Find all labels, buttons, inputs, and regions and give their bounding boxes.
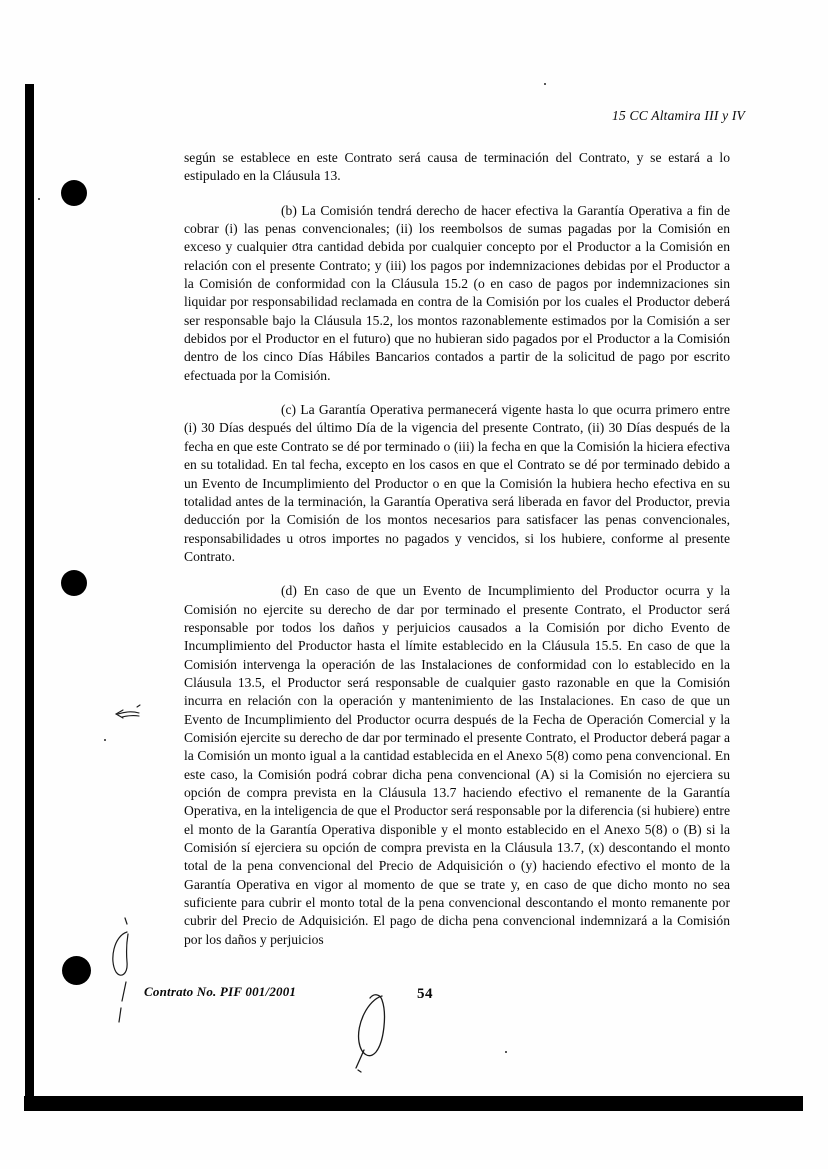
footer-contract-number: Contrato No. PIF 001/2001 bbox=[144, 984, 297, 999]
paragraph-b: (b) La Comisión tendrá derecho de hacer efectiva la Garantía Operativa a fin de cobrar (i) las penas convencionales; (ii) los reembolsos de sumas pagadas por la Comisión en exceso y cualquier otra cantidad debida por cualquier concepto por el Productor a la Comisión en relación con el presente Contrato; y (iii) los pagos por indemnizaciones debidas por el Productor a la Comisión de conformidad con la Cláusula 15.2 (o en caso de pagos por indemnizaciones sin liquidar por responsabilidad reclamada en contra de la Comisión por los cuales el Productor deberá ser responsable bajo la Cláusula 15.2, los montos razonablemente estimados por la Comisión a ser debidos por el Productor en el futuro) que no hubieran sido pagados por el Productor a la Comisión dentro de los cinco Días Hábiles Bancarios contados a partir de la solicitud de pago por escrito efectuada por la Comisión. bbox=[184, 202, 730, 383]
punch-hole-mark-bottom bbox=[62, 956, 91, 985]
page-number: 54 bbox=[417, 986, 433, 1002]
ink-speck bbox=[104, 739, 106, 741]
paragraph-d: (d) En caso de que un Evento de Incumplimiento del Productor ocurra y la Comisión no ejercite su derecho de dar por terminado el presente Contrato, el Productor será responsable por todos los daños y perjuicios causados a la Comisión por dicho Evento de Incumplimiento del Productor hasta el límite establecido en la Cláusula 15.5. En caso de que la Comisión intervenga la operación de las Instalaciones de conformidad con lo establecido en la Cláusula 13.5, el Productor será responsable de cualquier gasto razonable en que la Comisión incurra en relación con la operación y mantenimiento de las Instalaciones. En caso de que un Evento de Incumplimiento del Productor ocurra después de la Fecha de Operación Comercial y la Comisión ejercite su derecho de dar por terminado el presente Contrato, el Productor deberá pagar a la Comisión un monto igual a la cantidad establecida en el Anexo 5(8) como pena convencional. En este caso, la Comisión podrá cobrar dicha pena convencional (A) si la Comisión no ejerciera su opción de compra prevista en la Cláusula 13.7 haciendo efectivo el remanente de la Garantía Operativa, en la inteligencia de que el Productor será responsable por la diferencia (si hubiere) entre el monto de la Garantía Operativa disponible y el monto establecido en el Anexo 5(8) o (B) si la Comisión sí ejerciera su opción de compra prevista en la Cláusula 13.7, (x) descontando el monto total de la pena convencional del Precio de Adquisición o (y) haciendo efectivo el monto de la Garantía Operativa en vigor al momento de que se trate y, en caso de que dicho monto no sea suficiente para cubrir el monto total de la pena convencional descontando el monto remanente por cubrir del Precio de Adquisición. El pago de dicha pena convencional indemnizará a la Comisión por los daños y perjuicios bbox=[184, 583, 730, 947]
ink-speck bbox=[505, 1051, 507, 1053]
paragraph-continuation: según se establece en este Contrato será causa de terminación del Contrato, y se estará a lo estipulado en la Cláusula 13. bbox=[184, 150, 730, 184]
contract-body-text bbox=[184, 149, 730, 965]
ink-speck bbox=[38, 198, 40, 200]
scan-border-bottom-bar bbox=[24, 1096, 803, 1111]
paragraph-c: (c) La Garantía Operativa permanecerá vigente hasta lo que ocurra primero entre (i) 30 Días después del último Día de la vigencia del presente Contrato, (ii) 30 Días después de la fecha en que este Contrato se dé por terminado o (iii) la fecha en que la Comisión la hiciera efectiva en su totalidad. En tal fecha, excepto en los casos en que el Contrato se dé por terminado debido a un Evento de Incumplimiento del Productor o en que la Comisión la hubiera hecho efectiva en su totalidad antes de la terminación, la Garantía Operativa será liberada en favor del Productor, previa deducción por la Comisión de los montos necesarios para satisfacer las penas convencionales, responsabilidades u otros importes no pagados y vencidos, si los hubiere, conforme al presente Contrato. bbox=[184, 402, 730, 564]
punch-hole-mark-top bbox=[61, 180, 87, 206]
running-header: 15 CC Altamira III y IV bbox=[612, 108, 745, 123]
handwritten-scribble-mark bbox=[110, 703, 142, 725]
ink-speck bbox=[544, 83, 546, 85]
handwritten-oval-mark bbox=[338, 990, 408, 1075]
handwritten-paraph-mark bbox=[100, 898, 142, 1023]
scan-border-left-bar bbox=[25, 84, 34, 1111]
punch-hole-mark-middle bbox=[61, 570, 87, 596]
